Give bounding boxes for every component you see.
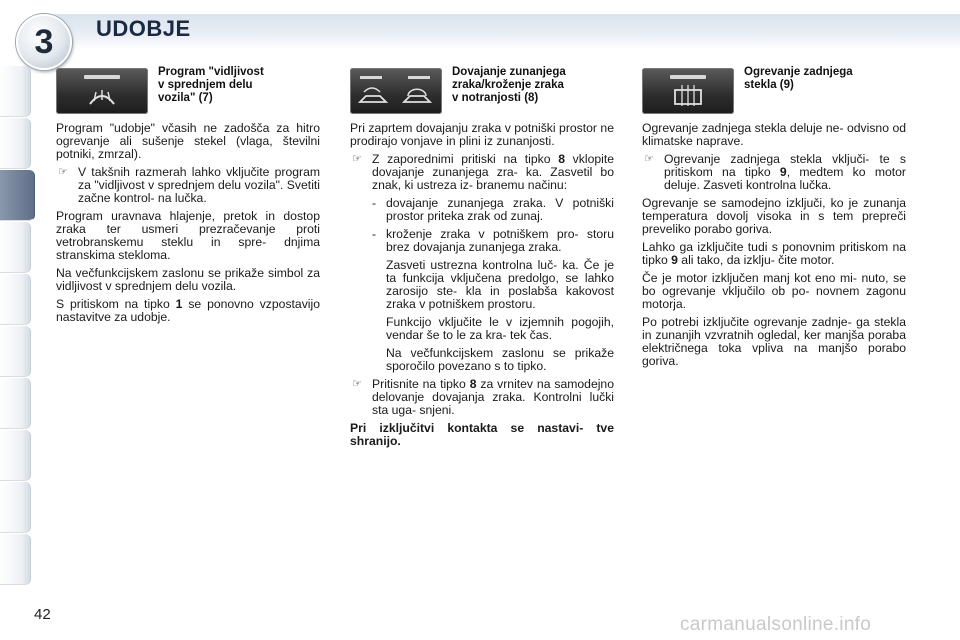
- air-recirculation-icon: [350, 68, 442, 114]
- paragraph: Če je motor izključen manj kot eno mi- nuto, se bo ogrevanje vključilo ob po- novnem zagonu motorja.: [642, 271, 906, 311]
- bullet-item: ☞ V takšnih razmerah lahko vključite program za "vidljivost v sprednjem delu vozila". Svetiti začne kontrol- na lučka.: [58, 165, 320, 205]
- paragraph: Program "udobje" včasih ne zadošča za hitro ogrevanje ali sušenje stekel (vlaga, številni potniki, zmrzal).: [56, 121, 320, 161]
- column-front-visibility: [56, 66, 320, 329]
- section-header: [642, 66, 906, 116]
- section-header: [350, 66, 614, 116]
- chapter-tab[interactable]: [0, 378, 31, 429]
- paragraph: Lahko ga izključite tudi s ponovnim pritiskom na tipko 9 ali tako, da izklju- čite motor.: [642, 240, 906, 267]
- chapter-tab[interactable]: [0, 326, 31, 377]
- bullet-item: ☞ Ogrevanje zadnjega stekla vključi- te s pritiskom na tipko 9, medtem ko motor deluje. Zasveti kontrolna lučka.: [644, 152, 906, 192]
- chapter-tab[interactable]: [0, 274, 31, 325]
- note-bold: Pri izključitvi kontakta se nastavi- tve shranijo.: [350, 421, 614, 448]
- page-number: 42: [34, 606, 51, 623]
- paragraph: Pri zaprtem dovajanju zraka v potniški prostor ne prodirajo vonjave in plini iz zunanjosti.: [350, 121, 614, 148]
- chapter-tab[interactable]: [0, 66, 31, 117]
- paragraph: Po potrebi izključite ogrevanje zadnje- ga stekla in zunanjih vzvratnih ogledal, ker manjša poraba električnega toka vpliva na manjšo porabo goriva.: [642, 315, 906, 368]
- watermark: carmanualsonline.info: [680, 614, 872, 635]
- chapter-tab[interactable]: [0, 430, 31, 481]
- paragraph: Ogrevanje zadnjega stekla deluje ne- odvisno od klimatske naprave.: [642, 121, 906, 148]
- bullet-item: ☞ Z zaporednimi pritiski na tipko 8 vklopite dovajanje zunanjega zra- ka. Zasvetil bo znak, ki ustreza iz- branemu načinu:: [352, 152, 614, 192]
- section-title: Program "vidljivost v sprednjem delu vozila" (7): [158, 66, 264, 104]
- column-air-intake: [350, 66, 614, 453]
- section-title: Dovajanje zunanjega zraka/kroženje zraka v notranjosti (8): [452, 66, 566, 104]
- paragraph: Funkcijo vključite le v izjemnih pogojih, vendar še to le za kra- tek čas.: [386, 315, 614, 342]
- dash-item: - kroženje zraka v potniškem pro- storu brez dovajanja zunanjega zraka.: [372, 227, 614, 254]
- paragraph: Program uravnava hlajenje, pretok in dostop zraka ter usmeri prezračevanje proti vetrobranskemu steklu in spre- dnjima stranskima steklomа.: [56, 209, 320, 262]
- paragraph: Na večfunkcijskem zaslonu se prikaže simbol za vidljivost v sprednjem delu vozila.: [56, 266, 320, 293]
- dash-item: - dovajanje zunanjega zraka. V potniški prostor priteka zrak od zunaj.: [372, 196, 614, 223]
- paragraph: Na večfunkcijskem zaslonu se prikaže sporočilo povezano s to tipko.: [386, 346, 614, 373]
- section-header: [56, 66, 320, 116]
- chapter-tab[interactable]: [0, 118, 31, 169]
- column-rear-defrost: [642, 66, 906, 373]
- pointing-hand-icon: ☞: [352, 153, 362, 165]
- section-title: Ogrevanje zadnjega stekla (9): [744, 66, 853, 91]
- paragraph: S pritiskom na tipko 1 se ponovno vzpostavijo nastavitve za udobje.: [56, 297, 320, 324]
- front-demist-icon: [56, 68, 148, 114]
- bullet-item: ☞ Pritisnite na tipko 8 za vrnitev na samodejno delovanje dovajanja zraka. Kontrolni lučki sta uga- snjeni.: [352, 377, 614, 417]
- paragraph: Zasveti ustrezna kontrolna luč- ka. Če je ta funkcija vključena predolgo, se lahko zarosijo ste- kla in poslabša kakovost zraka v potniškem prostoru.: [386, 258, 614, 311]
- chapter-tab[interactable]: [0, 534, 31, 585]
- chapter-tab[interactable]: [0, 222, 31, 273]
- chapter-badge: 3: [16, 14, 72, 70]
- pointing-hand-icon: ☞: [352, 378, 362, 390]
- chapter-title: UDOBJE: [96, 16, 191, 41]
- chapter-tab[interactable]: [0, 482, 31, 533]
- rear-defrost-icon: [642, 68, 734, 114]
- pointing-hand-icon: ☞: [644, 153, 654, 165]
- paragraph: Ogrevanje se samodejno izključi, ko je zunanja temperatura dovolj visoka in s tem prepreči preveliko porabo goriva.: [642, 196, 906, 236]
- chapter-tab-active[interactable]: [0, 170, 35, 221]
- pointing-hand-icon: ☞: [58, 166, 68, 178]
